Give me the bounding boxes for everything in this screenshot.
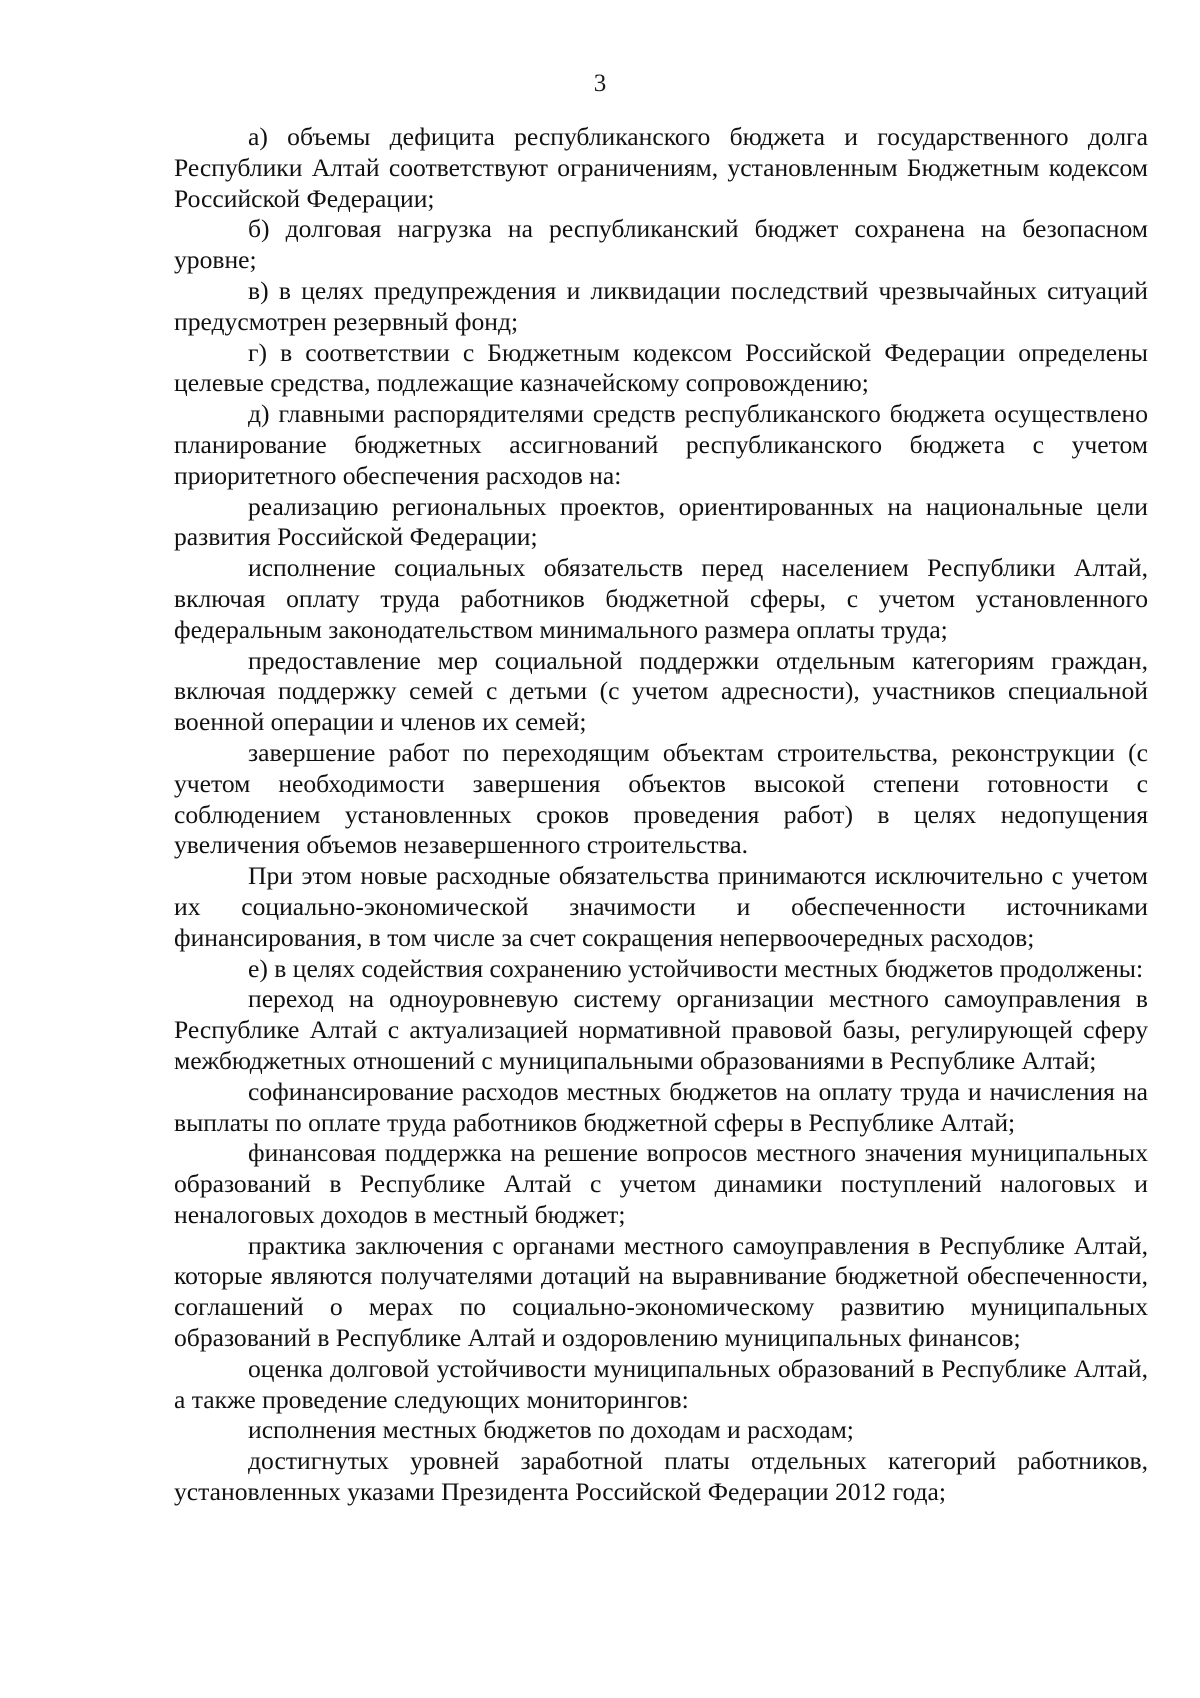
- paragraph-b: б) долговая нагрузка на республиканский бюджет сохранена на безопасном уровне;: [174, 214, 1148, 275]
- page-number: 3: [593, 70, 607, 97]
- paragraph-e: е) в целях содействия сохранению устойчивости местных бюджетов продолжены:: [248, 953, 1144, 983]
- paragraph-e-item-4: практика заключения с органами местного самоуправления в Республике Алтай, которые являются получателями дотаций на выравнивание бюджетной обеспеченности, соглашений о мерах по социально-экономическому развитию муниципальных образований в Республике Алтай и оздоровлению муниципальных финансов;: [174, 1230, 1148, 1353]
- document-body: [174, 122, 1148, 1508]
- paragraph-g: г) в соответствии с Бюджетным кодексом Российской Федерации определены целевые средства, подлежащие казначейскому сопровождению;: [174, 337, 1148, 398]
- paragraph-d-item-2: исполнение социальных обязательств перед населением Республики Алтай, включая оплату труда работников бюджетной сферы, с учетом установленного федеральным законодательством минимального размера оплаты труда;: [174, 553, 1148, 644]
- paragraph-e-item-5: оценка долговой устойчивости муниципальных образований в Республике Алтай, а также проведение следующих мониторингов:: [174, 1353, 1148, 1414]
- paragraph-monitoring-2: достигнутых уровней заработной платы отдельных категорий работников, установленных указами Президента Российской Федерации 2012 года;: [174, 1446, 1148, 1507]
- paragraph-d: д) главными распорядителями средств республиканского бюджета осуществлено планирование бюджетных ассигнований республиканского бюджета с учетом приоритетного обеспечения расходов на:: [174, 399, 1148, 490]
- paragraph-a: а) объемы дефицита республиканского бюджета и государственного долга Республики Алтай соответствуют ограничениям, установленным Бюджетным кодексом Российской Федерации;: [174, 122, 1148, 213]
- paragraph-v: в) в целях предупреждения и ликвидации последствий чрезвычайных ситуаций предусмотрен резервный фонд;: [174, 275, 1148, 336]
- paragraph-e-item-2: софинансирование расходов местных бюджетов на оплату труда и начисления на выплаты по оплате труда работников бюджетной сферы в Республике Алтай;: [174, 1076, 1148, 1137]
- paragraph-d-item-1: реализацию региональных проектов, ориентированных на национальные цели развития Российской Федерации;: [174, 491, 1148, 552]
- paragraph-e-item-1: переход на одноуровневую систему организации местного самоуправления в Республике Алтай с актуализацией нормативной правовой базы, регулирующей сферу межбюджетных отношений с муниципальными образованиями в Республике Алтай;: [174, 984, 1148, 1075]
- paragraph-d-item-4: завершение работ по переходящим объектам строительства, реконструкции (с учетом необходимости завершения объектов высокой степени готовности с соблюдением установленных сроков проведения работ) в целях недопущения увеличения объемов незавершенного строительства.: [174, 737, 1148, 860]
- paragraph-d-item-3: предоставление мер социальной поддержки отдельным категориям граждан, включая поддержку семей с детьми (с учетом адресности), участников специальной военной операции и членов их семей;: [174, 645, 1148, 737]
- paragraph-e-item-3: финансовая поддержка на решение вопросов местного значения муниципальных образований в Республике Алтай с учетом динамики поступлений налоговых и неналоговых доходов в местный бюджет;: [174, 1138, 1148, 1229]
- paragraph-monitoring-1: исполнения местных бюджетов по доходам и расходам;: [248, 1415, 854, 1445]
- paragraph-d-note: При этом новые расходные обязательства принимаются исключительно с учетом их социально-экономической значимости и обеспеченности источниками финансирования, в том числе за счет сокращения непервоочередных расходов;: [174, 861, 1148, 952]
